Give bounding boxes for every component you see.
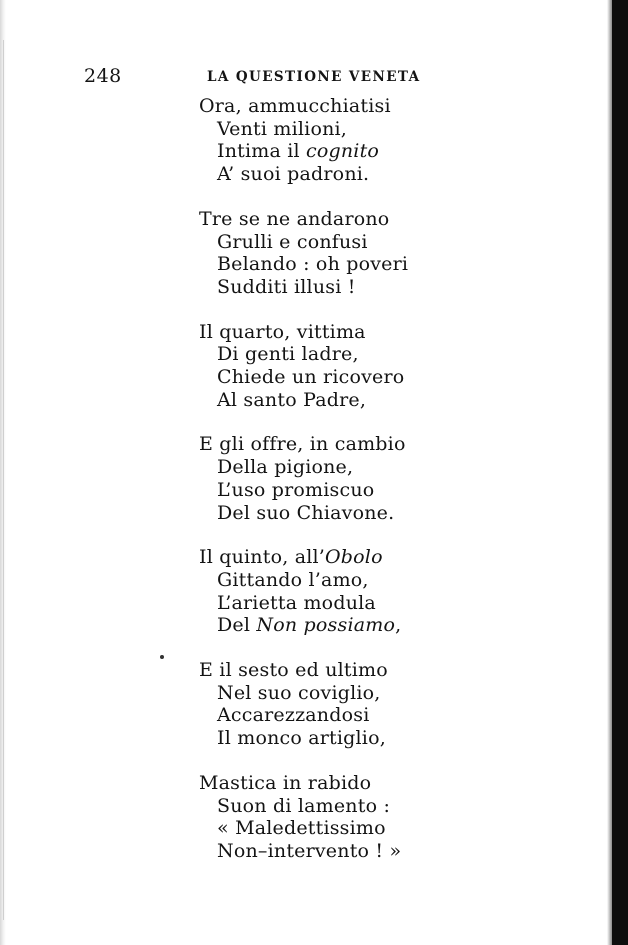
verse-line: Il quarto, vittima xyxy=(199,320,366,343)
verse-line: Venti milioni, xyxy=(217,117,348,140)
verse-line: Di genti ladre, xyxy=(217,343,359,366)
italic-word: Obolo xyxy=(325,546,383,569)
italic-word: cognito xyxy=(306,140,380,163)
page-number: 248 xyxy=(84,65,122,87)
verse-line: Il monco artiglio, xyxy=(217,727,386,750)
verse-text: , xyxy=(395,614,402,637)
verse-line xyxy=(199,140,599,163)
verse-line: Della pigione, xyxy=(217,456,354,479)
verse-line: A’ suoi padroni. xyxy=(217,163,370,186)
stanza xyxy=(199,772,599,863)
verse-line: Suon di lamento : xyxy=(217,794,391,817)
verse-text: Intima il xyxy=(217,140,307,163)
verse-line: L’arietta modula xyxy=(217,591,376,614)
verse-line xyxy=(199,614,599,637)
verse-line: Grulli e confusi xyxy=(217,230,368,253)
scan-edge-border xyxy=(612,0,628,945)
verse-line: E gli offre, in cambio xyxy=(199,433,406,456)
stanza xyxy=(199,433,599,524)
verse-line: Mastica in rabido xyxy=(199,771,372,794)
verse-line: Nel suo coviglio, xyxy=(217,681,381,704)
verse-line xyxy=(199,546,599,569)
stanza xyxy=(199,546,599,637)
verse-text: Il quinto, all’ xyxy=(199,546,326,569)
stanza xyxy=(199,321,599,412)
stanza xyxy=(199,659,599,750)
poem xyxy=(199,95,599,885)
verse-line: Gittando l’amo, xyxy=(217,568,369,591)
verse-line: Sudditi illusi ! xyxy=(217,275,356,298)
verse-line: Chiede un ricovero xyxy=(217,366,405,389)
verse-line: « Maledettissimo xyxy=(217,817,386,840)
verse-line: Accarezzandosi xyxy=(217,704,370,727)
verse-line: Al santo Padre, xyxy=(217,388,367,411)
verse-line: Tre se ne andarono xyxy=(199,207,390,230)
verse-line: Del suo Chiavone. xyxy=(217,501,395,524)
italic-word: Non possiamo xyxy=(256,614,396,637)
verse-line: L’uso promiscuo xyxy=(217,478,375,501)
stanza xyxy=(199,208,599,299)
verse-line: Ora, ammucchiatisi xyxy=(199,95,391,117)
binding-line xyxy=(3,40,4,920)
running-head: LA QUESTIONE VENETA xyxy=(207,69,421,85)
verse-line: Non–intervento ! » xyxy=(217,839,402,862)
stanza xyxy=(199,95,599,186)
ink-speck xyxy=(160,655,164,659)
verse-line: E il sesto ed ultimo xyxy=(199,659,388,682)
verse-line: Belando : oh poveri xyxy=(217,253,409,276)
verse-text: Del xyxy=(217,614,257,637)
